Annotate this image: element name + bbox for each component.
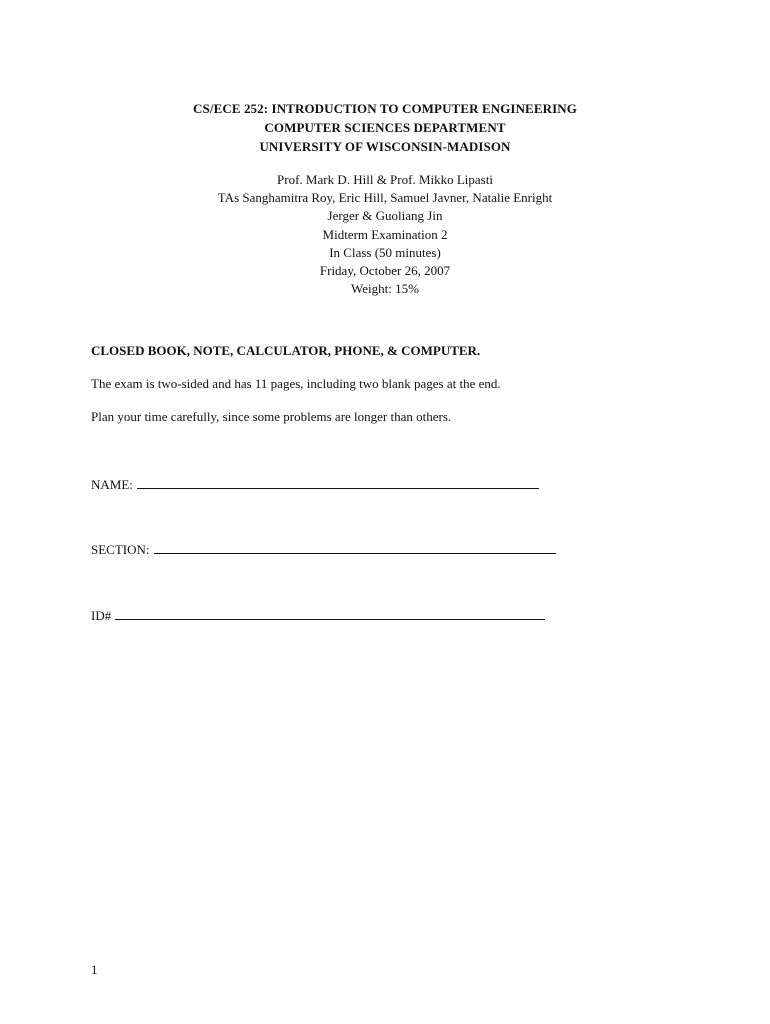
name-field xyxy=(91,476,539,494)
exam-info-block xyxy=(0,171,770,298)
section-field xyxy=(91,541,556,559)
section-blank-line[interactable] xyxy=(154,541,556,554)
exam-pages-notice: The exam is two-sided and has 11 pages, including two blank pages at the end. xyxy=(91,376,501,391)
tas-line: TAs Sanghamitra Roy, Eric Hill, Samuel Javner, Natalie Enright xyxy=(217,190,553,206)
id-field xyxy=(91,607,545,625)
tas-line-continued: Jerger & Guoliang Jin xyxy=(327,208,443,224)
professors-line: Prof. Mark D. Hill & Prof. Mikko Lipasti xyxy=(277,172,493,187)
exam-weight-line: Weight: 15% xyxy=(351,281,419,297)
plan-time-notice: Plan your time carefully, since some problems are longer than others. xyxy=(91,409,452,424)
course-title: CS/ECE 252: INTRODUCTION TO COMPUTER ENGINEERING xyxy=(193,101,577,116)
department-title: COMPUTER SCIENCES DEPARTMENT xyxy=(264,120,506,135)
exam-date-line: Friday, October 26, 2007 xyxy=(319,263,451,279)
exam-header xyxy=(0,99,770,298)
university-title: UNIVERSITY OF WISCONSIN-MADISON xyxy=(259,139,511,154)
page-number: 1 xyxy=(91,962,98,977)
closed-book-notice: CLOSED BOOK, NOTE, CALCULATOR, PHONE, & COMPUTER. xyxy=(91,343,481,358)
name-blank-line[interactable] xyxy=(137,476,539,489)
section-label: SECTION: xyxy=(91,542,150,557)
id-label: ID# xyxy=(91,608,112,623)
name-label: NAME: xyxy=(91,477,133,492)
exam-duration-line: In Class (50 minutes) xyxy=(329,244,441,260)
exam-name-line: Midterm Examination 2 xyxy=(322,226,448,242)
id-blank-line[interactable] xyxy=(115,607,545,620)
